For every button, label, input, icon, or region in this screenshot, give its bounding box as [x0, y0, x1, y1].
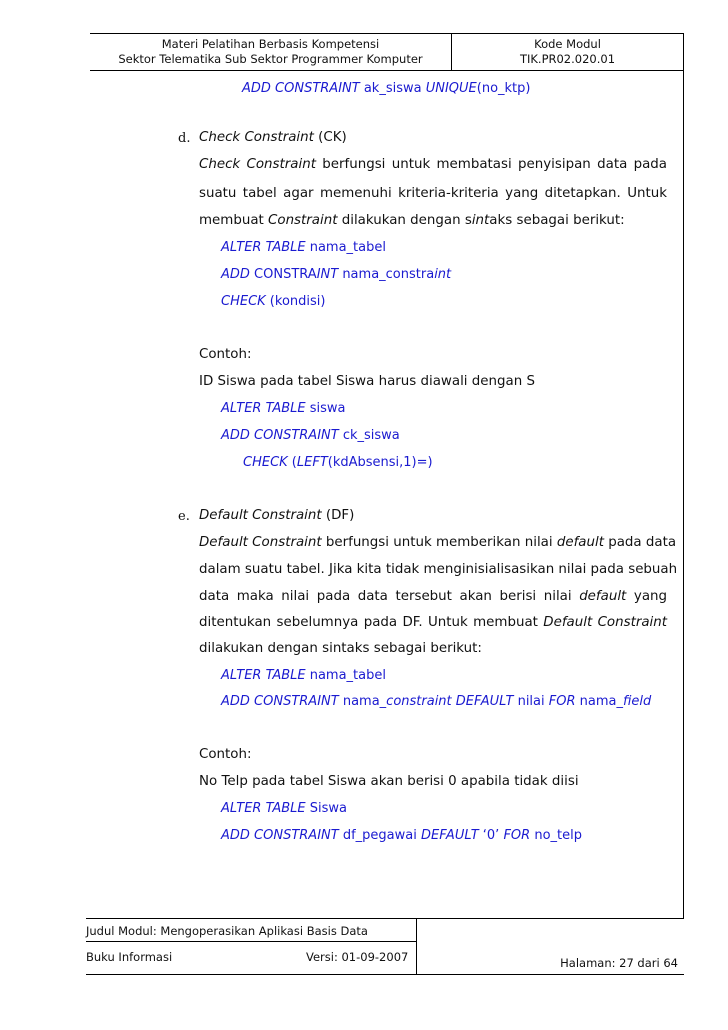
section-e-example-text: No Telp pada tabel Siswa akan berisi 0 apabila tidak diisi: [199, 774, 579, 789]
header-code-value: TIK.PR02.020.01: [519, 52, 616, 66]
section-d-syntax-2: ADD CONSTRAINT nama_constraint: [221, 267, 452, 282]
section-e-para-line-1: Default Constraint berfungsi untuk memberikan nilai default pada data: [199, 535, 677, 550]
section-e-example-code-2: ADD CONSTRAINT df_pegawai DEFAULT ‘0’ FOR no_telp: [221, 828, 582, 843]
section-d-example-code-1: ALTER TABLE siswa: [221, 401, 346, 416]
section-d-example-code-3: CHECK (LEFT(kdAbsensi,1)=): [243, 455, 433, 470]
section-d-syntax-3: CHECK (kondisi): [221, 294, 326, 309]
header-code-label: Kode Modul: [534, 37, 601, 51]
footer-book: Buku Informasi: [86, 950, 173, 964]
section-d-syntax-1: ALTER TABLE nama_tabel: [221, 240, 386, 255]
section-e-para-line-3: data maka nilai pada data tersebut akan berisi nilai default yang: [199, 589, 668, 604]
header-module-title: Materi Pelatihan Berbasis Kompetensi: [161, 37, 380, 51]
section-d-example-code-2: ADD CONSTRAINT ck_siswa: [221, 428, 400, 443]
section-e-marker: e.: [178, 509, 190, 524]
section-d-example-text: ID Siswa pada tabel Siswa harus diawali dengan S: [199, 374, 535, 389]
section-d-para-line-2: suatu tabel agar memenuhi kriteria-kriteria yang ditetapkan. Untuk: [199, 186, 667, 201]
footer-page-number: Halaman: 27 dari 64: [560, 956, 678, 970]
section-d-para-line-3: membuat Constraint dilakukan dengan sintaks sebagai berikut:: [199, 213, 625, 228]
section-d-title: Check Constraint (CK): [199, 130, 347, 145]
section-e-example-code-1: ALTER TABLE Siswa: [221, 801, 347, 816]
section-e-para-line-5: dilakukan dengan sintaks sebagai berikut:: [199, 641, 482, 656]
page-right-border: [683, 70, 684, 918]
header-sector: Sektor Telematika Sub Sektor Programmer Komputer: [118, 52, 423, 66]
section-d-example-label: Contoh:: [199, 347, 252, 362]
section-e-para-line-2: dalam suatu tabel. Jika kita tidak menginisialisasikan nilai pada sebuah: [199, 562, 678, 577]
section-d-marker: d.: [178, 131, 191, 146]
footer-version: Versi: 01-09-2007: [306, 950, 409, 964]
section-e-para-line-4: ditentukan sebelumnya pada DF. Untuk membuat Default Constraint: [199, 615, 667, 630]
section-e-syntax-1: ALTER TABLE nama_tabel: [221, 668, 386, 683]
section-e-syntax-2: ADD CONSTRAINT nama_constraint DEFAULT nilai FOR nama_field: [221, 694, 652, 709]
footer-module-title: Judul Modul: Mengoperasikan Aplikasi Basis Data: [86, 924, 368, 938]
section-d-para-line-1: Check Constraint berfungsi untuk membatasi penyisipan data pada: [199, 157, 668, 172]
section-e-example-label: Contoh:: [199, 747, 252, 762]
code-unique-constraint: ADD CONSTRAINT ak_siswa UNIQUE(no_ktp): [242, 81, 531, 96]
section-e-title: Default Constraint (DF): [199, 508, 355, 523]
